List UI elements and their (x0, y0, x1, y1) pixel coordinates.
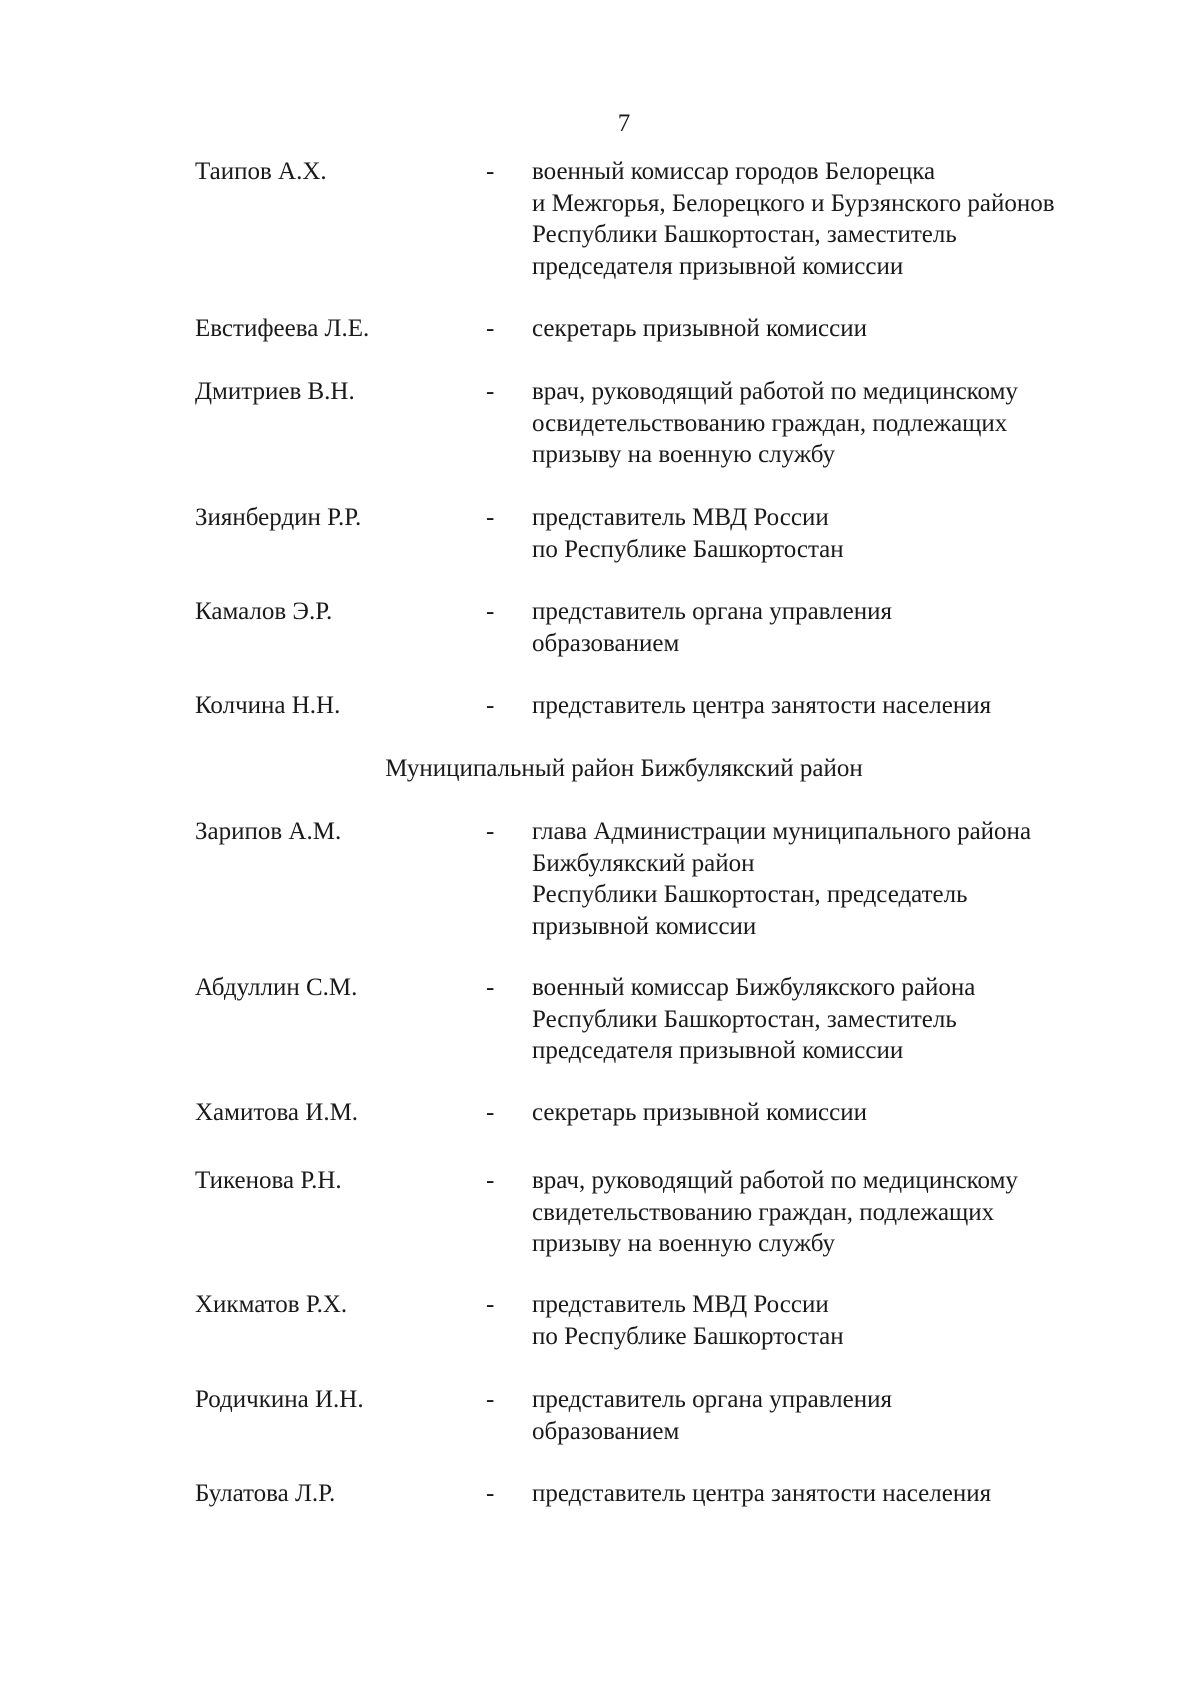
role-line: свидетельствованию граждан, подлежащих (532, 1198, 995, 1226)
member-role (532, 156, 1132, 282)
member-role (532, 313, 1132, 345)
role-line: призывной комиссии (532, 912, 757, 940)
member-role (532, 502, 1132, 565)
role-line: секретарь призывной комиссии (532, 315, 868, 342)
member-name: Булатова Л.Р. (195, 1480, 336, 1507)
member-role (532, 1165, 1132, 1260)
member-dash: - (486, 504, 495, 531)
role-line: по Республике Башкортостан (532, 1322, 844, 1350)
member-dash: - (486, 1099, 495, 1126)
role-line: председателя призывной комиссии (532, 1037, 904, 1064)
role-line: и Межгорья, Белорецкого и Бурзянского районов (532, 189, 1055, 217)
member-role (532, 1289, 1132, 1352)
role-line: врач, руководящий работой по медицинскому (532, 378, 1018, 405)
role-line: представитель органа управления (532, 1386, 892, 1413)
role-line: военный комиссар Бижбулякского района (532, 974, 976, 1001)
member-name: Хамитова И.М. (195, 1099, 359, 1126)
member-dash: - (486, 1386, 495, 1413)
member-role (532, 972, 1132, 1067)
member-dash: - (486, 598, 495, 625)
member-dash: - (486, 692, 495, 719)
member-dash: - (486, 1480, 495, 1507)
member-role (532, 816, 1132, 942)
role-line: представитель центра занятости населения (532, 1480, 992, 1507)
role-line: представитель центра занятости населения (532, 692, 992, 719)
member-role (532, 690, 1132, 722)
member-name: Колчина Н.Н. (195, 692, 341, 719)
role-line: призыву на военную службу (532, 1230, 836, 1257)
member-dash: - (486, 1167, 495, 1194)
member-name: Тикенова Р.Н. (195, 1167, 342, 1194)
member-dash: - (486, 158, 495, 185)
section-title: Муниципальный район Бижбулякский район (385, 755, 863, 782)
member-role (532, 596, 1132, 659)
role-line: секретарь призывной комиссии (532, 1099, 868, 1126)
member-name: Камалов Э.Р. (195, 598, 333, 625)
member-role (532, 1097, 1132, 1129)
role-line: Республики Башкортостан, председатель (532, 881, 968, 908)
member-name: Дмитриев В.Н. (195, 378, 355, 405)
member-name: Хикматов Р.Х. (195, 1291, 348, 1318)
member-dash: - (486, 315, 495, 342)
page-number: 7 (617, 110, 631, 137)
role-line: образованием (532, 1417, 680, 1445)
member-role (532, 1478, 1132, 1510)
member-name: Зарипов А.М. (195, 818, 342, 845)
role-line: военный комиссар городов Белорецка (532, 158, 936, 185)
role-line: призыву на военную службу (532, 441, 836, 468)
role-line: образованием (532, 629, 680, 657)
role-line: представитель органа управления (532, 598, 892, 625)
role-line: председателя призывной комиссии (532, 252, 904, 280)
role-line: по Республике Башкортостан (532, 535, 844, 563)
role-line: представитель МВД России (532, 1291, 829, 1318)
member-dash: - (486, 1291, 495, 1318)
member-name: Зиянбердин Р.Р. (195, 504, 362, 531)
member-dash: - (486, 378, 495, 405)
member-role (532, 1384, 1132, 1447)
role-line: представитель МВД России (532, 504, 829, 531)
member-name: Родичкина И.Н. (195, 1386, 364, 1413)
member-name: Евстифеева Л.Е. (195, 315, 370, 342)
member-name: Абдуллин С.М. (195, 974, 358, 1001)
role-line: глава Администрации муниципального района (532, 818, 1032, 845)
role-line: освидетельствованию граждан, подлежащих (532, 409, 1008, 437)
role-line: Республики Башкортостан, заместитель (532, 221, 957, 248)
role-line: врач, руководящий работой по медицинскому (532, 1167, 1018, 1194)
member-dash: - (486, 974, 495, 1001)
member-role (532, 376, 1132, 471)
role-line: Республики Башкортостан, заместитель (532, 1005, 957, 1033)
role-line: Бижбулякский район (532, 849, 755, 877)
member-dash: - (486, 818, 495, 845)
member-name: Таипов А.Х. (195, 158, 327, 185)
